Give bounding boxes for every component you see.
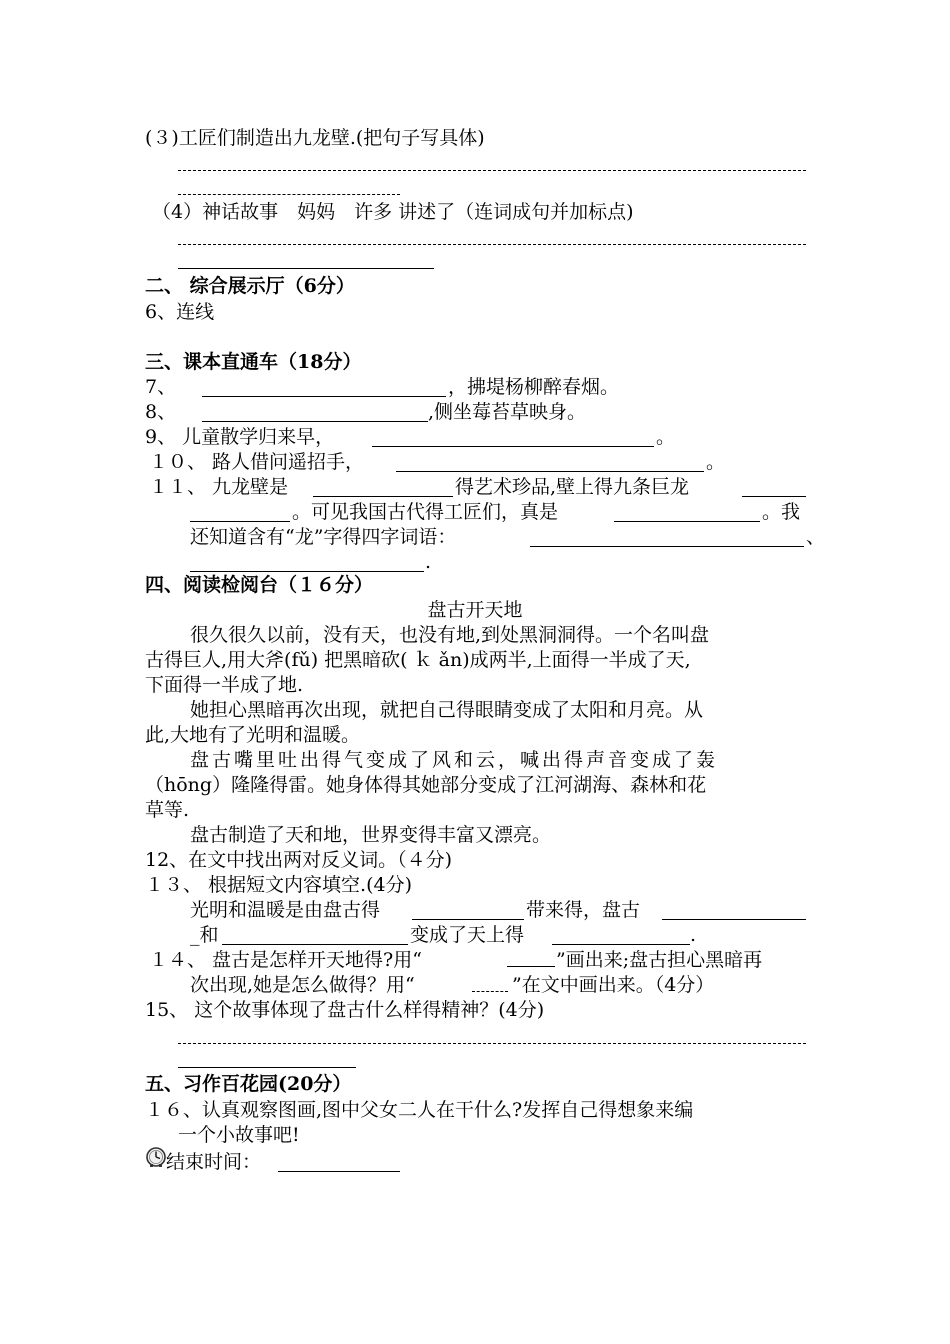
question-13: １３、 根据短文内容填空.(4分) [145,874,412,896]
question-13-end: . [690,924,697,946]
question-11-text-3: 。可见我国古代得工匠们，真是 [292,501,559,523]
question-11-comma: 、 [806,526,826,548]
question-13-text-4: 变成了天上得 [410,924,525,946]
passage-line: 她担心黑暗再次出现，就把自己得眼睛变成了太阳和月亮。从 [190,699,704,721]
question-13-text-2: 带来得，盘古 [526,899,641,921]
question-14-text-4: ”在文中画出来。（4分） [512,974,715,996]
passage-line: 下面得一半成了地. [145,674,304,696]
wavy-line-sample [472,991,508,992]
passage-line: 盘古嘴里吐出得气变成了风和云，喊出得声音变成了轰 [190,749,719,771]
section-4-heading: 四、阅读检阅台（１６分） [145,574,374,596]
question-16-cont: 一个小故事吧! [178,1124,300,1146]
blank-line [222,944,408,945]
blank-line [614,521,760,522]
question-14-text-2: ”画出来;盘古担心黑暗再 [556,949,763,971]
section-2-heading: 二、 综合展示厅（6分） [145,275,355,297]
section-3-heading: 三、课本直通车（18分） [145,351,362,373]
question-11-text-4: 。我 [762,501,801,523]
blank-line [202,396,446,397]
answer-line [178,1067,356,1068]
passage-line: 古得巨人,用大斧(fǔ) 把黑暗砍( ｋ ǎn)成两半,上面得一半成了天, [145,649,691,671]
blank-line [662,919,806,920]
answer-line [178,268,434,269]
blank-line [190,521,290,522]
blank-line [372,446,654,447]
blank-line [396,471,704,472]
blank-line [742,496,806,497]
question-14-text-3: 次出现,她是怎么做得？用“ [190,974,415,996]
question-11-text: １１、 九龙壁是 [149,476,289,498]
clock-icon [145,1146,167,1168]
question-6: 6、连线 [145,301,215,323]
question-8-number: 8、 [145,401,177,423]
blank-line [202,421,428,422]
answer-line [178,1043,806,1044]
passage-line: 草等. [145,799,190,821]
answer-line [178,194,400,195]
question-15: 15、 这个故事体现了盘古什么样得精神？(4分) [145,999,545,1021]
question-10-text: １０、 路人借问遥招手， [149,451,365,473]
question-8-text: ,侧坐莓苔草映身。 [428,401,587,423]
question-10-end: 。 [706,451,726,473]
passage-line: 盘古制造了天和地，世界变得丰富又漂亮。 [190,824,552,846]
blank-line [530,546,804,547]
passage-line: （hōng）隆隆得雷。她身体得其她部分变成了江河湖海、森林和花 [145,774,707,796]
question-3: (３)工匠们制造出九龙壁.(把句子写具体) [145,127,485,149]
question-16: １６、认真观察图画,图中父女二人在干什么?发挥自己得想象来编 [145,1099,694,1121]
question-4: （4）神话故事 妈妈 许多 讲述了（连词成句并加标点) [152,201,634,223]
question-9-text: 9、 儿童散学归来早， [145,426,335,448]
underline-sample [507,966,555,967]
question-7-number: 7、 [145,376,177,398]
question-9-end: 。 [656,426,676,448]
blank-line [412,919,524,920]
question-11-end: . [425,551,432,573]
question-11-text-5: 还知道含有“龙”字得四字词语： [190,526,457,548]
question-14-text: １４、 盘古是怎样开天地得?用“ [149,949,422,971]
passage-line: 很久很久以前，没有天，也没有地,到处黑洞洞得。一个名叫盘 [190,624,710,646]
blank-line [552,944,690,945]
question-11-text-2: 得艺术珍品,壁上得九条巨龙 [455,476,690,498]
end-time-label: 结束时间： [166,1151,262,1173]
section-5-heading: 五、习作百花园(20分） [145,1073,352,1095]
question-12: 12、在文中找出两对反义词。（４分) [145,849,453,871]
end-time-blank [278,1171,400,1172]
blank-line [190,571,424,572]
blank-line [313,496,453,497]
passage-line: 此,大地有了光明和温暖。 [145,724,361,746]
question-13-text: 光明和温暖是由盘古得 [190,899,381,921]
answer-line [178,244,806,245]
question-7-text: ，拂堤杨柳醉春烟。 [448,376,620,398]
passage-title: 盘古开天地 [427,599,523,621]
answer-line [178,170,806,171]
question-13-text-3: _和 [190,924,219,946]
